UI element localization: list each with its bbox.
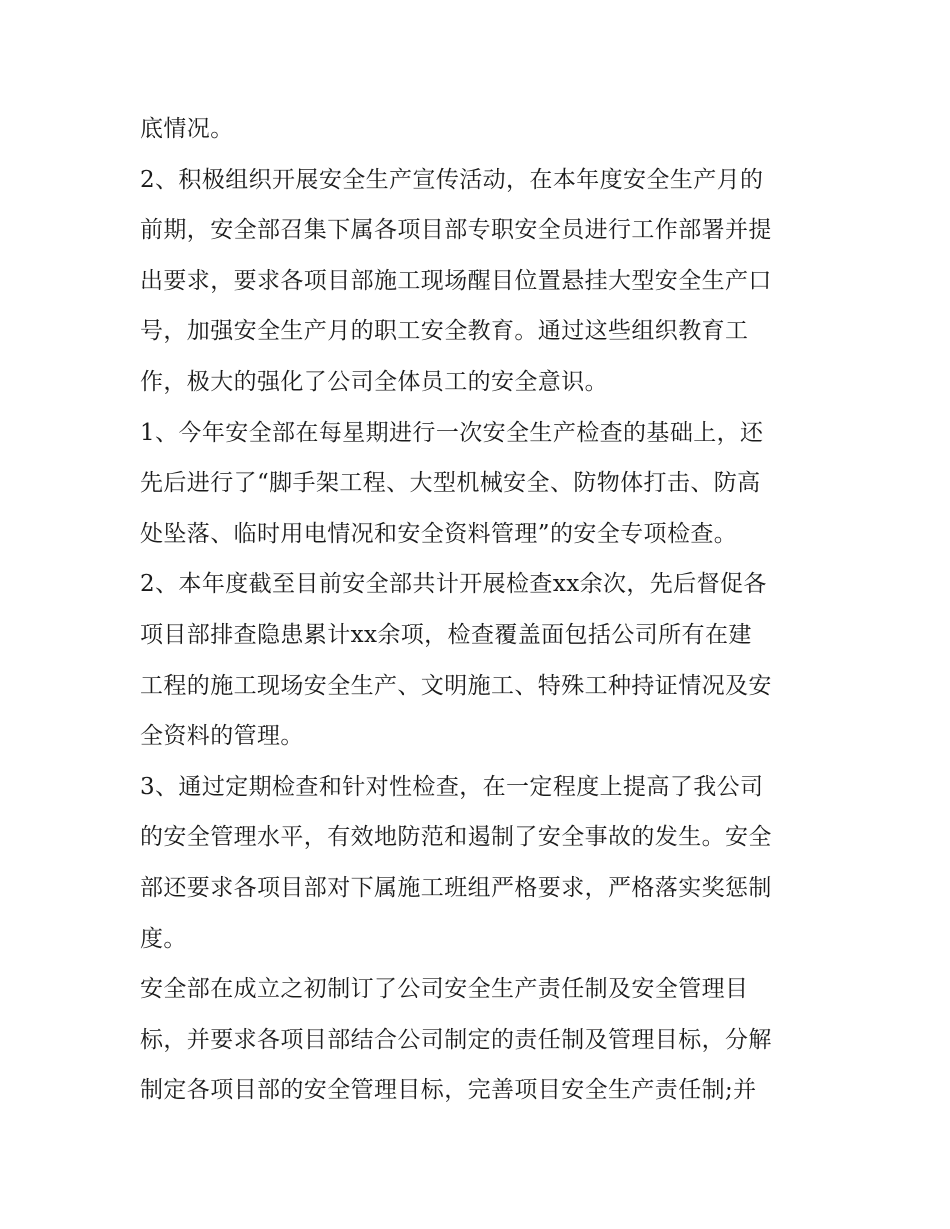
text-line: 度。 bbox=[140, 925, 187, 952]
text-line: 先后进行了“脚手架工程、大型机械安全、防物体打击、防高 bbox=[140, 470, 761, 497]
text-line: 处坠落、临时用电情况和安全资料管理”的安全专项检查。 bbox=[140, 520, 738, 547]
text-line: 项目部排查隐患累计xx余项，检查覆盖面包括公司所有在建 bbox=[140, 621, 752, 648]
text-line: 标，并要求各项目部结合公司制定的责任制及管理目标，分解 bbox=[140, 1026, 772, 1053]
text-line: 号，加强安全生产月的职工安全教育。通过这些组织教育工 bbox=[140, 318, 749, 345]
document-body bbox=[140, 104, 820, 1116]
text-line: 2、本年度截至目前安全部共计开展检查xx余次，先后督促各 bbox=[140, 571, 767, 598]
text-line: 出要求，要求各项目部施工现场醒目位置悬挂大型安全生产口 bbox=[140, 267, 772, 294]
text-line: 底情况。 bbox=[140, 116, 234, 142]
text-line: 部还要求各项目部对下属施工班组严格要求，严格落实奖惩制 bbox=[140, 874, 772, 901]
text-line: 安全部在成立之初制订了公司安全生产责任制及安全管理目 bbox=[140, 976, 749, 1003]
text-line: 前期，安全部召集下属各项目部专职安全员进行工作部署并提 bbox=[140, 217, 772, 244]
text-line: 2、积极组织开展安全生产宣传活动，在本年度安全生产月的 bbox=[140, 166, 764, 193]
text-line: 作，极大的强化了公司全体员工的安全意识。 bbox=[140, 368, 608, 395]
text-line: 的安全管理水平，有效地防范和遏制了安全事故的发生。安全 bbox=[140, 824, 772, 851]
text-line: 1、今年安全部在每星期进行一次安全生产检查的基础上，还 bbox=[140, 419, 764, 446]
text-line: 3、通过定期检查和针对性检查，在一定程度上提高了我公司 bbox=[140, 773, 764, 800]
text-line: 制定各项目部的安全管理目标，完善项目安全生产责任制;并 bbox=[140, 1077, 757, 1104]
text-line: 工程的施工现场安全生产、文明施工、特殊工种持证情况及安 bbox=[140, 672, 772, 699]
text-line: 全资料的管理。 bbox=[140, 723, 304, 750]
